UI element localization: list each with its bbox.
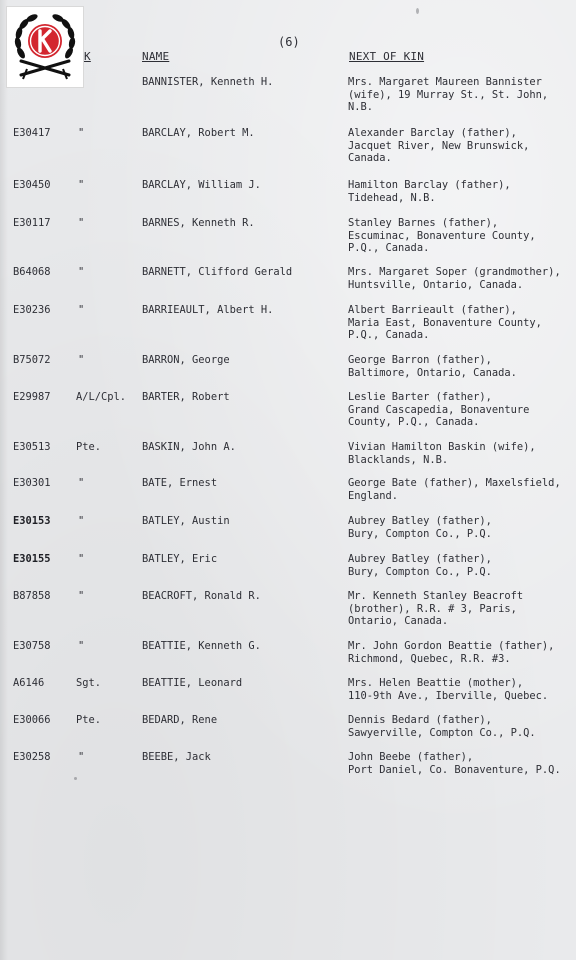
service-number: E30155 bbox=[13, 553, 51, 565]
rank: Pte. bbox=[76, 441, 102, 453]
rank: " bbox=[78, 179, 85, 191]
rank: " bbox=[78, 354, 85, 366]
next-of-kin: Leslie Barter (father), Grand Cascapedia, Bonaventure County, P.Q., Canada. bbox=[348, 391, 530, 429]
rank: " bbox=[78, 217, 85, 229]
soldier-name: BASKIN, John A. bbox=[142, 441, 236, 453]
soldier-name: BATLEY, Austin bbox=[142, 515, 230, 527]
rank: " bbox=[78, 553, 85, 565]
soldier-name: BEACROFT, Ronald R. bbox=[142, 590, 261, 602]
rank: " bbox=[78, 127, 85, 139]
header-name: NAME bbox=[142, 50, 170, 63]
service-number: E30066 bbox=[13, 714, 51, 726]
ink-speck bbox=[416, 8, 419, 14]
next-of-kin: Mrs. Margaret Maureen Bannister (wife), 19 Murray St., St. John, N.B. bbox=[348, 76, 549, 114]
next-of-kin: Dennis Bedard (father), Sawyerville, Compton Co., P.Q. bbox=[348, 714, 536, 739]
soldier-name: BANNISTER, Kenneth H. bbox=[142, 76, 274, 88]
soldier-name: BARCLAY, William J. bbox=[142, 179, 261, 191]
next-of-kin: Albert Barrieault (father), Maria East, Bonaventure County, P.Q., Canada. bbox=[348, 304, 542, 342]
service-number: E30513 bbox=[13, 441, 51, 453]
service-number: B64068 bbox=[13, 266, 51, 278]
next-of-kin: Hamilton Barclay (father), Tidehead, N.B. bbox=[348, 179, 511, 204]
soldier-name: BARCLAY, Robert M. bbox=[142, 127, 255, 139]
page-shadow bbox=[0, 0, 8, 960]
service-number: E30258 bbox=[13, 751, 51, 763]
header-rank: K bbox=[84, 50, 91, 63]
service-number: E30301 bbox=[13, 477, 51, 489]
next-of-kin: Aubrey Batley (father), Bury, Compton Co., P.Q. bbox=[348, 515, 492, 540]
soldier-name: BEDARD, Rene bbox=[142, 714, 218, 726]
service-number: A6146 bbox=[13, 677, 45, 689]
logo bbox=[6, 6, 84, 88]
rank: " bbox=[78, 304, 85, 316]
rank: " bbox=[78, 515, 85, 527]
page-number: (6) bbox=[278, 35, 300, 49]
soldier-name: BARNES, Kenneth R. bbox=[142, 217, 255, 229]
next-of-kin: Stanley Barnes (father), Escuminac, Bonaventure County, P.Q., Canada. bbox=[348, 217, 536, 255]
next-of-kin: John Beebe (father), Port Daniel, Co. Bonaventure, P.Q. bbox=[348, 751, 561, 776]
rank: " bbox=[78, 266, 85, 278]
soldier-name: BEEBE, Jack bbox=[142, 751, 211, 763]
service-number: E30117 bbox=[13, 217, 51, 229]
rank: " bbox=[78, 590, 85, 602]
ink-speck bbox=[74, 777, 77, 780]
service-number: E30417 bbox=[13, 127, 51, 139]
next-of-kin: Alexander Barclay (father), Jacquet River, New Brunswick, Canada. bbox=[348, 127, 530, 165]
service-number: B75072 bbox=[13, 354, 51, 366]
next-of-kin: Vivian Hamilton Baskin (wife), Blacklands, N.B. bbox=[348, 441, 536, 466]
header-next-of-kin: NEXT OF KIN bbox=[349, 50, 425, 63]
rank: A/L/Cpl. bbox=[76, 391, 127, 403]
service-number: E30153 bbox=[13, 515, 51, 527]
service-number: E30758 bbox=[13, 640, 51, 652]
rank: Pte. bbox=[76, 714, 102, 726]
next-of-kin: George Bate (father), Maxelsfield, England. bbox=[348, 477, 561, 502]
soldier-name: BARTER, Robert bbox=[142, 391, 230, 403]
next-of-kin: Mrs. Helen Beattie (mother), 110-9th Ave., Iberville, Quebec. bbox=[348, 677, 549, 702]
soldier-name: BARNETT, Clifford Gerald bbox=[142, 266, 293, 278]
service-number: E30450 bbox=[13, 179, 51, 191]
laurel-k-logo-icon bbox=[7, 7, 83, 87]
rank: " bbox=[78, 640, 85, 652]
next-of-kin: Mrs. Margaret Soper (grandmother), Huntsville, Ontario, Canada. bbox=[348, 266, 561, 291]
service-number: E30236 bbox=[13, 304, 51, 316]
service-number: E29987 bbox=[13, 391, 51, 403]
service-number: B87858 bbox=[13, 590, 51, 602]
rank: " bbox=[78, 477, 85, 489]
next-of-kin: Mr. John Gordon Beattie (father), Richmond, Quebec, R.R. #3. bbox=[348, 640, 555, 665]
next-of-kin: Aubrey Batley (father), Bury, Compton Co., P.Q. bbox=[348, 553, 492, 578]
soldier-name: BATLEY, Eric bbox=[142, 553, 218, 565]
soldier-name: BARRIEAULT, Albert H. bbox=[142, 304, 274, 316]
soldier-name: BATE, Ernest bbox=[142, 477, 218, 489]
soldier-name: BEATTIE, Kenneth G. bbox=[142, 640, 261, 652]
next-of-kin: George Barron (father), Baltimore, Ontario, Canada. bbox=[348, 354, 517, 379]
rank: " bbox=[78, 751, 85, 763]
rank: Sgt. bbox=[76, 677, 102, 689]
soldier-name: BARRON, George bbox=[142, 354, 230, 366]
next-of-kin: Mr. Kenneth Stanley Beacroft (brother), R.R. # 3, Paris, Ontario, Canada. bbox=[348, 590, 524, 628]
soldier-name: BEATTIE, Leonard bbox=[142, 677, 243, 689]
